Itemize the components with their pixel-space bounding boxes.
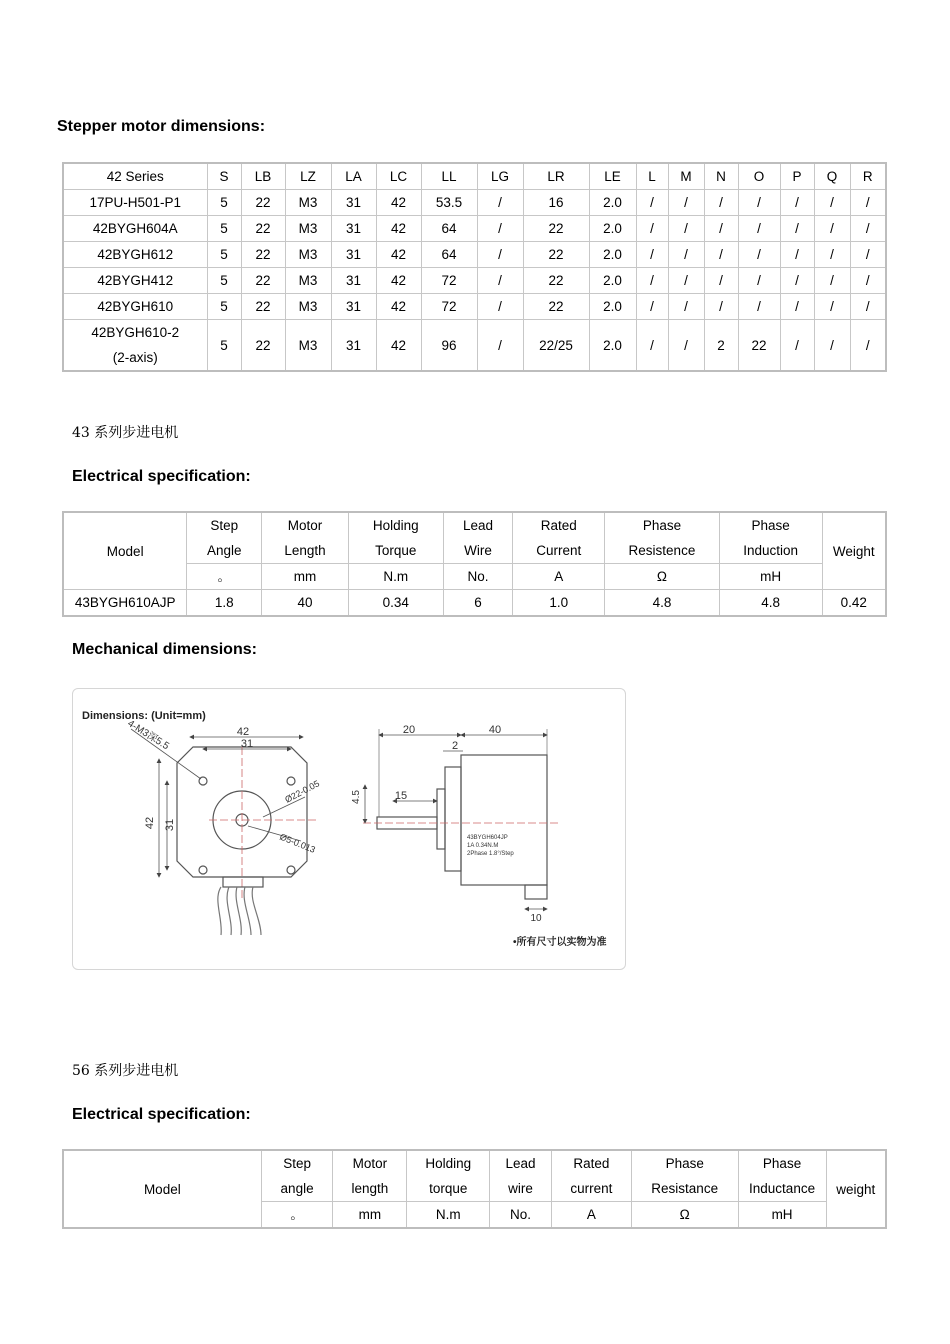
table-cell: 5 [207,268,241,294]
header-row [63,163,886,190]
header-cell: M [668,163,704,190]
table-cell: / [477,242,523,268]
table-cell: / [814,216,850,242]
table-cell: M3 [285,190,331,216]
table-cell: / [704,190,738,216]
table-cell: / [477,268,523,294]
unit-cell: mH [719,564,822,590]
table-cell: 22 [738,320,780,372]
table-cell: 5 [207,294,241,320]
header-cell: Motor Length [262,512,349,564]
table-cell: 42 [376,190,421,216]
table-cell: 5 [207,320,241,372]
table-cell: / [477,216,523,242]
model-cell [63,320,207,372]
header-cell: Motor length [333,1150,407,1202]
dim-15: 15 [394,790,408,802]
dims-table-body [63,163,886,371]
table-cell: 1.0 [513,590,605,617]
dim-40: 40 [488,724,502,736]
header-cell: S [207,163,241,190]
table-cell: 22 [241,190,285,216]
header-cell: L [636,163,668,190]
table-cell: / [668,190,704,216]
table-cell: 31 [331,268,376,294]
header-cell: LE [589,163,636,190]
dim-4-5: 4.5 [351,790,362,804]
unit-cell: Ω [631,1202,738,1229]
table-cell: / [636,216,668,242]
front-view [131,729,317,935]
table-cell: 6 [443,590,513,617]
table-row [63,242,886,268]
table-cell: / [636,242,668,268]
table-cell: 42BYGH604A [63,216,207,242]
motor-label-line: 2Phase 1.8°/Step [467,851,514,857]
table-cell: / [814,190,850,216]
mount-hole [287,777,295,785]
table-row [63,320,886,372]
dimension-drawing-svg [73,689,625,969]
table-cell: 42BYGH610 [63,294,207,320]
header-cell: Lead Wire [443,512,513,564]
table-cell: 2 [704,320,738,372]
table-cell: 22/25 [523,320,589,372]
dim-shaft: Ø5-0.013 [278,831,317,855]
table-row [63,216,886,242]
dim-10: 10 [530,913,542,924]
table-cell: / [636,190,668,216]
header-cell: Phase Resistance [631,1150,738,1202]
mechanical-drawing [72,688,626,970]
table-cell: / [704,242,738,268]
table-cell: 2.0 [589,242,636,268]
connector [223,877,263,887]
table-cell: 1.8 [187,590,262,617]
table-cell: 22 [241,268,285,294]
table-cell: 22 [523,294,589,320]
drawing-title: Dimensions: (Unit=mm) [82,710,206,722]
table-cell: 42 [376,242,421,268]
weight-header: weight [826,1150,886,1228]
unit-cell: No. [443,564,513,590]
table-cell: 22 [241,242,285,268]
header-cell: LB [241,163,285,190]
unit-cell: 。 [261,1202,333,1229]
motor-label-line: 43BYGH604JP [467,835,508,841]
table-cell: 2.0 [589,320,636,372]
model-line: (2-axis) [112,350,158,365]
table-cell: 31 [331,216,376,242]
mount-hole [287,866,295,874]
table-cell: 2.0 [589,268,636,294]
table-cell: / [668,216,704,242]
header-cell: 42 Series [63,163,207,190]
dim-42-height: 42 [144,816,156,830]
electrical-spec-table-43 [62,511,887,617]
table-cell: / [668,268,704,294]
dim-20: 20 [402,724,416,736]
table-cell: M3 [285,242,331,268]
table-cell: / [850,216,886,242]
table-cell: 5 [207,242,241,268]
header-cell: Phase Induction [719,512,822,564]
table-cell: 22 [523,216,589,242]
connector-side [525,885,547,899]
table-cell: 5 [207,216,241,242]
table-cell: / [668,320,704,372]
electrical-spec-heading-56: Electrical specification: [72,1106,251,1123]
series-43-title: 43 系列步进电机 [72,425,179,441]
table-cell: M3 [285,216,331,242]
table-row [63,190,886,216]
table-row [63,268,886,294]
table-cell: / [850,268,886,294]
header-cell: Lead wire [490,1150,552,1202]
table-cell: 5 [207,190,241,216]
unit-cell: Ω [605,564,720,590]
dim-42-width: 42 [236,726,250,738]
mount-hole [199,866,207,874]
table-cell: / [850,320,886,372]
table-cell: / [780,268,814,294]
table-cell: / [780,242,814,268]
table-cell: 72 [421,294,477,320]
unit-cell: A [513,564,605,590]
table-row [63,294,886,320]
table-cell: 96 [421,320,477,372]
table-cell: 42 [376,216,421,242]
electrical-spec-heading-43: Electrical specification: [72,468,251,485]
header-row [63,512,886,564]
table-cell: / [704,294,738,320]
table-cell: / [780,190,814,216]
table-cell: / [814,242,850,268]
header-cell: O [738,163,780,190]
table-cell: 0.34 [348,590,443,617]
header-cell: Holding Torque [348,512,443,564]
unit-cell: A [551,1202,631,1229]
table-cell: 22 [241,216,285,242]
model-line: 42BYGH610-2 [91,325,180,340]
header-cell: LZ [285,163,331,190]
header-cell: LA [331,163,376,190]
table-cell: 72 [421,268,477,294]
table-row [63,590,886,617]
table-cell: / [477,320,523,372]
lead-wires [218,887,261,935]
table-cell: 40 [262,590,349,617]
model-header: Model [63,512,187,590]
dim-2: 2 [451,740,459,752]
table-cell: 64 [421,242,477,268]
table-cell: 4.8 [605,590,720,617]
table-cell: / [780,294,814,320]
table-cell: 2.0 [589,190,636,216]
table-cell: / [636,320,668,372]
table-cell: 53.5 [421,190,477,216]
front-flange [445,767,461,871]
header-cell: LC [376,163,421,190]
table-cell: / [738,190,780,216]
table-cell: 42 [376,268,421,294]
table-cell: 31 [331,294,376,320]
header-cell: Q [814,163,850,190]
table-cell: 42BYGH612 [63,242,207,268]
table-cell: / [814,268,850,294]
table-cell: / [780,216,814,242]
header-cell: Rated current [551,1150,631,1202]
header-cell: LG [477,163,523,190]
table-cell: 22 [241,320,285,372]
header-cell: LR [523,163,589,190]
header-cell: Step Angle [187,512,262,564]
header-cell: P [780,163,814,190]
header-cell: Holding torque [407,1150,490,1202]
table-cell: 16 [523,190,589,216]
weight-header: Weight [822,512,886,590]
header-cell: R [850,163,886,190]
table-cell: / [704,268,738,294]
model-header: Model [63,1150,261,1228]
table-cell: 4.8 [719,590,822,617]
table-cell: / [850,242,886,268]
table-cell: 17PU-H501-P1 [63,190,207,216]
header-cell: LL [421,163,477,190]
table-cell: M3 [285,294,331,320]
table-cell: / [477,190,523,216]
dim-31-width: 31 [240,738,254,750]
unit-cell: N.m [407,1202,490,1229]
table-cell: 31 [331,320,376,372]
header-cell: Phase Resistence [605,512,720,564]
stepper-dimensions-table [62,162,887,372]
table-cell: / [850,190,886,216]
table-cell: 42 [376,320,421,372]
table-cell: 2.0 [589,216,636,242]
table-cell: / [814,320,850,372]
table-cell: / [704,216,738,242]
table-cell: 42BYGH412 [63,268,207,294]
table-cell: / [636,268,668,294]
table-cell: / [738,268,780,294]
table-cell: / [668,294,704,320]
unit-cell: No. [490,1202,552,1229]
unit-cell: mH [738,1202,826,1229]
table-cell: 31 [331,190,376,216]
header-cell: Rated Current [513,512,605,564]
mechanical-dimensions-heading: Mechanical dimensions: [72,641,257,658]
table-cell: / [850,294,886,320]
electrical-spec-table-56 [62,1149,887,1229]
table-cell: / [738,242,780,268]
table-cell: 31 [331,242,376,268]
dim-screw: 4-M3深5.5 [125,718,171,753]
units-row [63,564,886,590]
table-cell: 43BYGH610AJP [63,590,187,617]
table-cell: 42 [376,294,421,320]
motor-body [461,755,547,885]
table-cell: / [668,242,704,268]
drawing-note: •所有尺寸以实物为准 [513,937,607,948]
table-cell: / [477,294,523,320]
boss-step [437,789,445,849]
series-56-title: 56 系列步进电机 [72,1063,179,1079]
table-cell: / [636,294,668,320]
unit-cell: mm [262,564,349,590]
unit-cell: 。 [187,564,262,590]
table-cell: / [738,216,780,242]
dim-31-height: 31 [164,818,176,832]
unit-cell: N.m [348,564,443,590]
table-cell: 22 [523,268,589,294]
table-cell: 2.0 [589,294,636,320]
unit-cell: mm [333,1202,407,1229]
table-cell: / [814,294,850,320]
table-cell: / [780,320,814,372]
motor-label-line: 1A 0.34N.M [467,843,499,849]
header-cell: N [704,163,738,190]
side-view [363,729,559,909]
table-cell: 22 [523,242,589,268]
header-row [63,1150,886,1202]
table-cell: M3 [285,320,331,372]
table-cell: 64 [421,216,477,242]
table-cell: / [738,294,780,320]
stepper-dimensions-heading: Stepper motor dimensions: [57,118,266,135]
table-cell: 0.42 [822,590,886,617]
dim-boss: Ø22-0.05 [283,778,322,805]
header-cell: Step angle [261,1150,333,1202]
table-cell: 22 [241,294,285,320]
table-cell: M3 [285,268,331,294]
header-cell: Phase Inductance [738,1150,826,1202]
